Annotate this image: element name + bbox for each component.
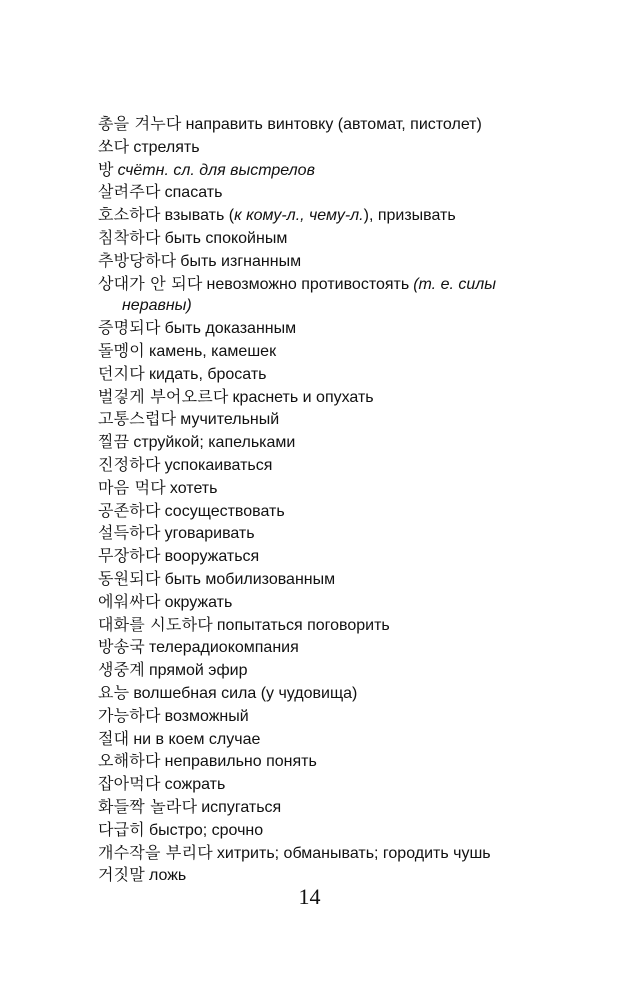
vocab-entry xyxy=(98,728,558,751)
vocab-entry xyxy=(98,773,558,796)
korean-term: 개수작을 부리다 xyxy=(98,842,213,862)
vocab-entry xyxy=(98,500,558,523)
korean-term: 무장하다 xyxy=(98,546,161,566)
korean-term: 화들짝 놀라다 xyxy=(98,796,198,816)
korean-term: 동원되다 xyxy=(98,568,161,588)
vocab-entry xyxy=(98,614,558,637)
korean-term: 요능 xyxy=(98,682,130,702)
russian-translation: взывать ( xyxy=(164,207,235,225)
russian-translation: ни в коем случае xyxy=(133,730,261,748)
russian-translation: струйкой; капельками xyxy=(133,434,296,452)
russian-translation: спасать xyxy=(164,184,223,202)
russian-translation: стрелять xyxy=(133,138,200,156)
korean-term: 살려주다 xyxy=(98,182,161,202)
vocab-entry xyxy=(98,273,558,318)
russian-translation: телерадиокомпания xyxy=(148,639,299,657)
korean-term: 총을 겨누다 xyxy=(98,114,182,133)
russian-translation: быть спокойным xyxy=(164,229,288,247)
vocab-entry xyxy=(98,591,558,614)
vocab-entry xyxy=(98,340,558,363)
russian-translation: волшебная сила (у чудовища) xyxy=(133,684,358,702)
russian-translation: неправильно понять xyxy=(164,753,317,771)
korean-term: 상대가 안 되다 xyxy=(98,273,203,293)
russian-translation: направить винтовку (автомат, пистолет) xyxy=(185,116,482,133)
korean-term: 진정하다 xyxy=(98,454,161,474)
russian-translation: быть доказанным xyxy=(164,320,297,338)
vocab-entry xyxy=(98,250,558,273)
russian-translation: сожрать xyxy=(164,776,226,794)
russian-translation: уговаривать xyxy=(164,525,255,543)
russian-translation: невозможно противостоять xyxy=(206,275,410,293)
vocab-entry xyxy=(98,522,558,545)
russian-translation: возможный xyxy=(164,707,249,725)
russian-translation: испугаться xyxy=(201,798,282,816)
vocab-entry xyxy=(98,842,558,865)
vocab-entry xyxy=(98,204,558,227)
russian-translation: кидать, бросать xyxy=(148,365,267,383)
korean-term: 거짓말 xyxy=(98,865,145,885)
grammar-note: счётн. сл. для выстрелов xyxy=(117,161,315,179)
korean-term: 가능하다 xyxy=(98,705,161,725)
vocab-entry xyxy=(98,136,558,159)
vocab-entry xyxy=(98,181,558,204)
korean-term: 증명되다 xyxy=(98,318,161,338)
vocab-entry xyxy=(98,568,558,591)
russian-translation: краснеть и опухать xyxy=(232,388,374,406)
korean-term: 고통스럽다 xyxy=(98,409,177,429)
vocab-entry xyxy=(98,159,558,182)
vocab-entry xyxy=(98,819,558,842)
russian-translation: попытаться поговорить xyxy=(216,616,390,634)
russian-translation-cont: ), призывать xyxy=(363,207,456,225)
vocab-entry xyxy=(98,750,558,773)
grammar-note: (т. е. силы неравны) xyxy=(122,275,497,315)
korean-term: 공존하다 xyxy=(98,500,161,520)
korean-term: 침착하다 xyxy=(98,227,161,247)
korean-term: 추방당하다 xyxy=(98,250,177,270)
russian-translation: хотеть xyxy=(169,479,218,497)
russian-translation: быстро; срочно xyxy=(148,821,264,839)
russian-translation: ложь xyxy=(148,867,187,885)
vocab-entry xyxy=(98,636,558,659)
russian-translation: быть мобилизованным xyxy=(164,570,336,588)
vocab-entry xyxy=(98,363,558,386)
russian-translation: окружать xyxy=(164,593,233,611)
vocab-entry xyxy=(98,227,558,250)
vocab-entry xyxy=(98,705,558,728)
vocab-entry xyxy=(98,796,558,819)
korean-term: 호소하다 xyxy=(98,205,161,225)
russian-translation: мучительный xyxy=(180,411,280,429)
korean-term: 설득하다 xyxy=(98,523,161,543)
russian-translation: прямой эфир xyxy=(148,662,248,680)
russian-translation: хитрить; обманывать; городить чушь xyxy=(216,844,491,862)
russian-translation: успокаиваться xyxy=(164,456,273,474)
russian-translation: вооружаться xyxy=(164,548,260,566)
korean-term: 다급히 xyxy=(98,819,145,839)
russian-translation: сосуществовать xyxy=(164,502,285,520)
korean-term: 오해하다 xyxy=(98,751,161,771)
korean-term: 방송국 xyxy=(98,637,145,657)
vocab-entry xyxy=(98,386,558,409)
vocab-entry xyxy=(98,317,558,340)
vocab-entry xyxy=(98,477,558,500)
vocab-entry xyxy=(98,659,558,682)
korean-term: 쏘다 xyxy=(98,136,130,156)
vocab-entry xyxy=(98,454,558,477)
korean-term: 잡아먹다 xyxy=(98,774,161,794)
vocab-entry xyxy=(98,545,558,568)
russian-translation: камень, камешек xyxy=(148,342,277,360)
russian-translation: быть изгнанным xyxy=(180,252,302,270)
korean-term: 찔끔 xyxy=(98,432,130,452)
grammar-note: к кому-л., чему-л. xyxy=(234,207,364,225)
korean-term: 벌겋게 부어오르다 xyxy=(98,386,229,406)
vocab-entry xyxy=(98,408,558,431)
korean-term: 던지다 xyxy=(98,363,145,383)
korean-term: 생중계 xyxy=(98,660,145,680)
korean-term: 대화를 시도하다 xyxy=(98,614,213,634)
page-number: 14 xyxy=(298,884,321,909)
korean-term: 방 xyxy=(98,159,114,179)
vocab-entry xyxy=(98,431,558,454)
korean-term: 절대 xyxy=(98,728,130,748)
korean-term: 돌멩이 xyxy=(98,340,145,360)
vocab-entry xyxy=(98,682,558,705)
vocabulary-list xyxy=(98,113,558,887)
korean-term: 에워싸다 xyxy=(98,591,161,611)
korean-term: 마음 먹다 xyxy=(98,477,166,497)
vocab-entry xyxy=(98,113,558,136)
